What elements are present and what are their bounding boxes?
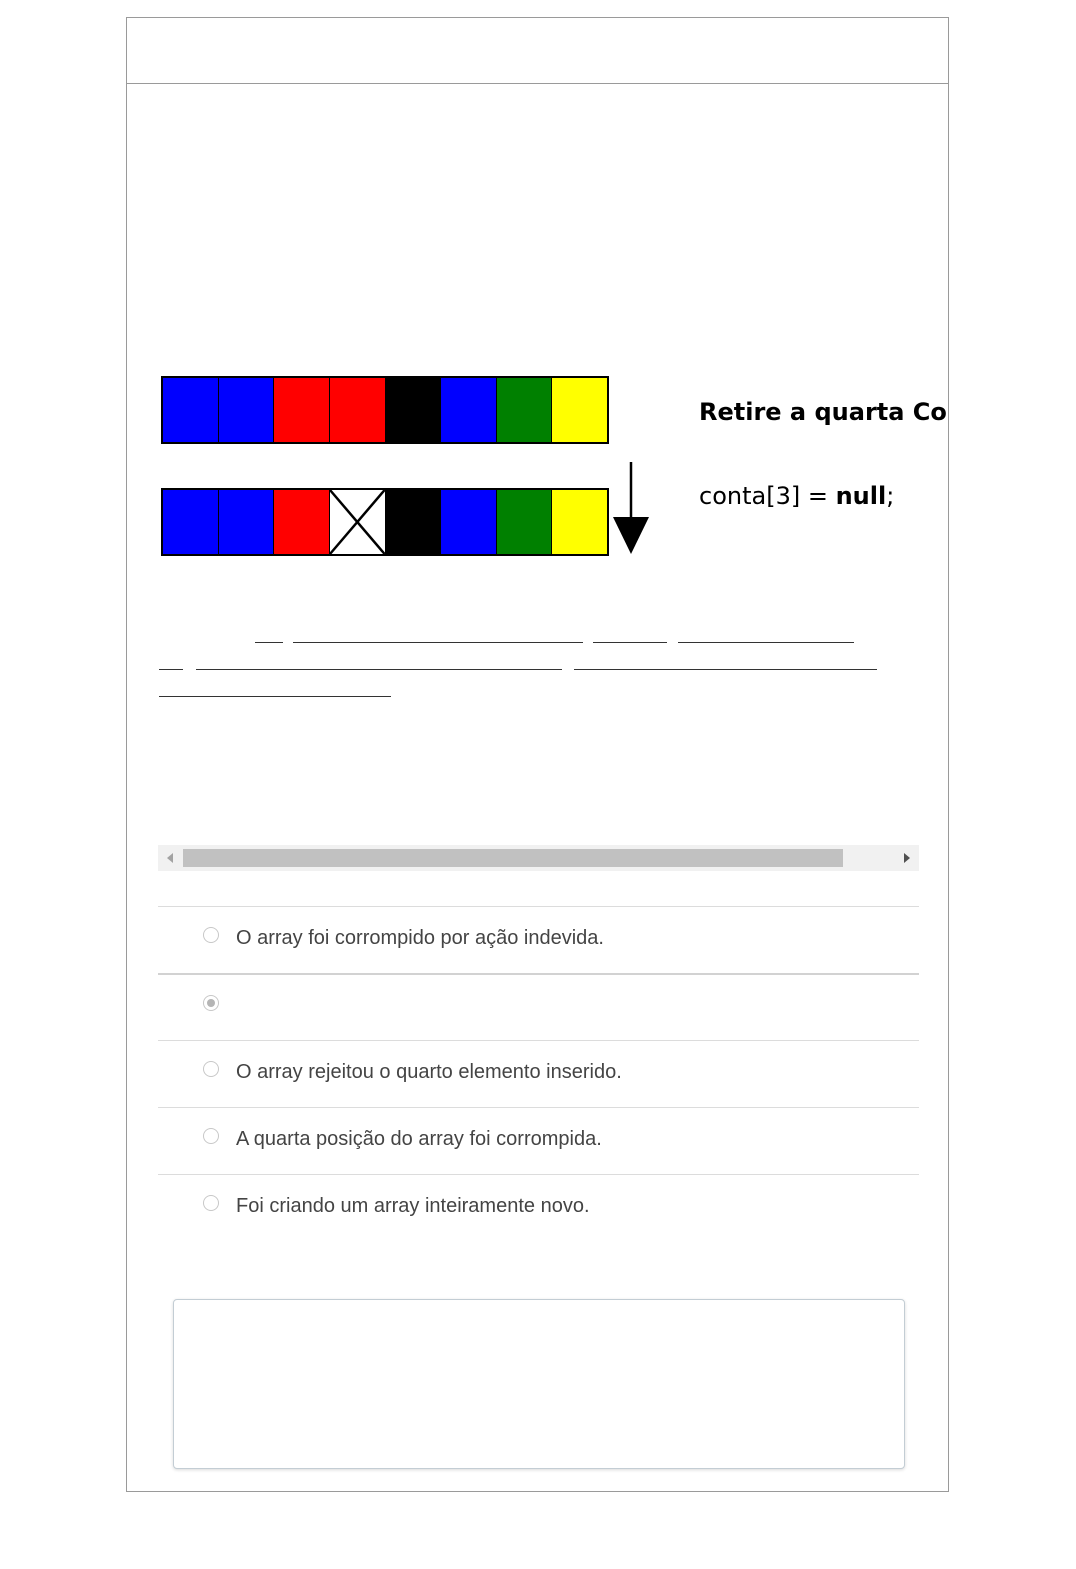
option-text: O array rejeitou o quarto elemento inserido. — [236, 1061, 622, 1083]
array-before-row — [161, 376, 609, 444]
radio-button[interactable] — [203, 1195, 219, 1211]
array-cell — [274, 490, 330, 554]
array-figure — [161, 376, 947, 566]
array-cell — [497, 378, 553, 442]
option-d[interactable] — [158, 1107, 919, 1174]
x-mark-icon — [330, 490, 385, 554]
option-b[interactable] — [158, 973, 919, 1040]
figure-title: Retire a quarta Co — [699, 398, 947, 426]
option-e[interactable] — [158, 1174, 919, 1241]
array-cell — [441, 378, 497, 442]
answer-textbox[interactable] — [173, 1299, 905, 1469]
option-text: Foi criando um array inteiramente novo. — [236, 1195, 590, 1217]
array-cell — [219, 490, 275, 554]
caret-left-icon — [166, 853, 174, 863]
text-line — [159, 669, 183, 670]
radio-button[interactable] — [203, 1061, 219, 1077]
array-cell — [163, 490, 219, 554]
arrow-down-icon — [609, 462, 653, 557]
code-keyword: null — [835, 482, 887, 510]
text-line — [678, 642, 854, 643]
array-cell — [219, 378, 275, 442]
option-text: O array foi corrompido por ação indevida. — [236, 927, 604, 949]
text-line — [255, 642, 283, 643]
question-frame — [126, 17, 949, 1492]
array-cell — [552, 490, 607, 554]
array-cell — [163, 378, 219, 442]
code-prefix: conta[3] = — [699, 482, 836, 510]
option-a[interactable] — [158, 906, 919, 973]
option-c[interactable] — [158, 1040, 919, 1107]
code-suffix: ; — [886, 482, 895, 510]
text-line — [159, 696, 391, 697]
text-line — [196, 669, 562, 670]
array-cell — [497, 490, 553, 554]
horizontal-scrollbar[interactable] — [158, 845, 919, 871]
scroll-left-button[interactable] — [160, 845, 180, 871]
scrollbar-thumb[interactable] — [183, 849, 843, 867]
option-text: A quarta posição do array foi corrompida. — [236, 1128, 602, 1150]
array-cell-removed — [330, 490, 386, 554]
text-line — [293, 642, 583, 643]
array-cell — [441, 490, 497, 554]
radio-button[interactable] — [203, 927, 219, 943]
array-cell — [386, 490, 442, 554]
array-cell — [552, 378, 607, 442]
array-cell — [330, 378, 386, 442]
array-cell — [386, 378, 442, 442]
figure-code — [699, 482, 894, 510]
answer-options — [158, 906, 919, 1241]
text-line — [574, 669, 877, 670]
scroll-right-button[interactable] — [897, 845, 917, 871]
array-after-row — [161, 488, 609, 556]
question-header — [127, 18, 948, 84]
radio-button-selected[interactable] — [203, 995, 219, 1011]
text-line — [593, 642, 667, 643]
caret-right-icon — [903, 853, 911, 863]
array-cell — [274, 378, 330, 442]
radio-button[interactable] — [203, 1128, 219, 1144]
